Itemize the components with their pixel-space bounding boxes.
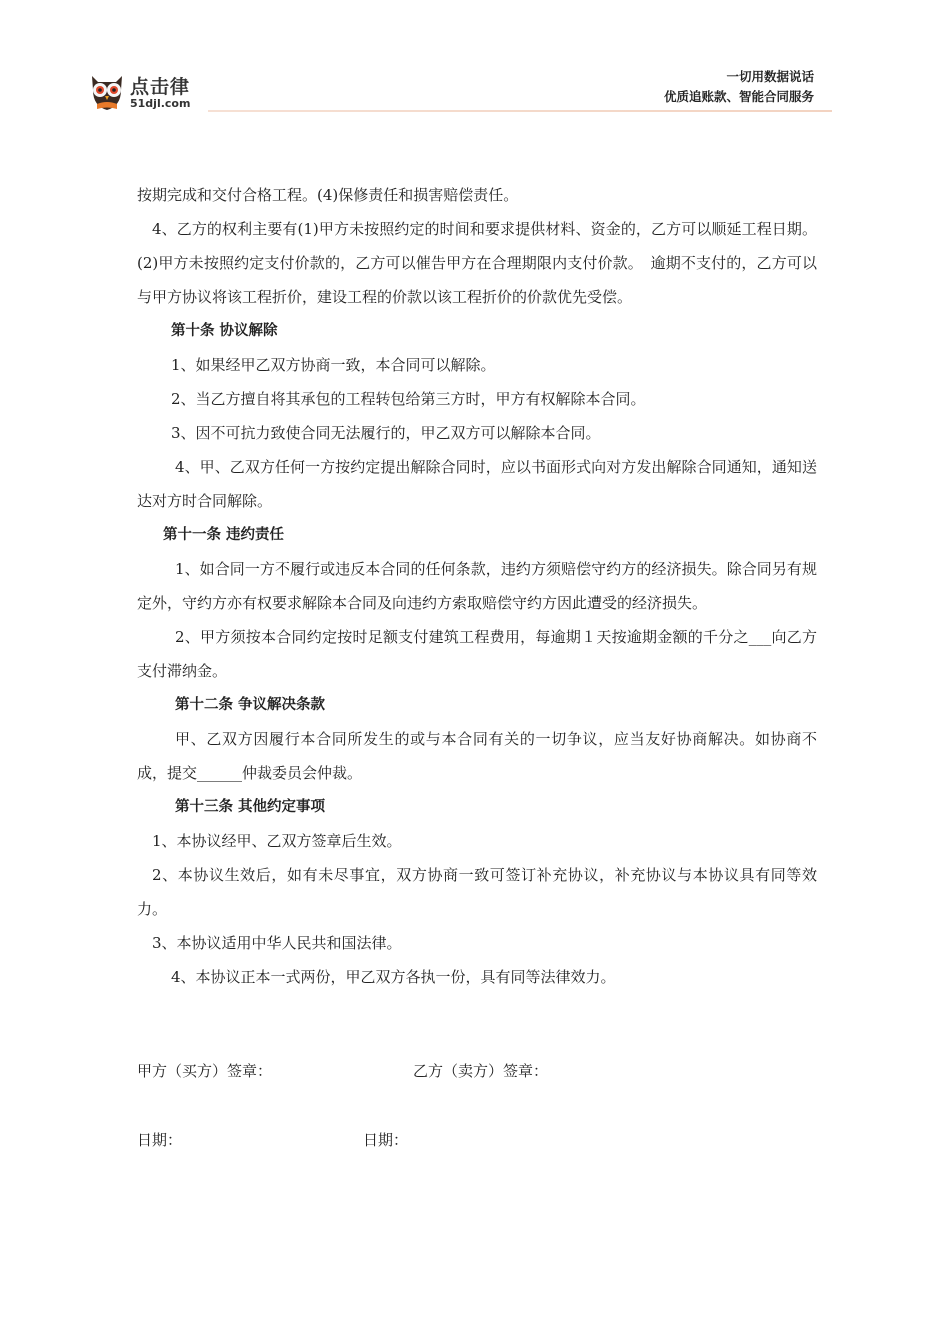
document-body	[137, 178, 817, 994]
clause: 3、因不可抗力致使合同无法履行的，甲乙双方可以解除本合同。	[171, 424, 601, 442]
signature-party-a: 甲方（买方）签章：	[137, 1062, 273, 1080]
logo-text: 点击律	[130, 76, 191, 98]
clause: 2、甲方须按本合同约定按时足额支付建筑工程费用，每逾期１天按逾期金额的千分之___向乙方支付滞纳金。	[137, 628, 817, 680]
brand-logo[interactable]	[88, 70, 208, 114]
date-party-b: 日期：	[363, 1131, 409, 1149]
header-tagline	[664, 67, 814, 107]
section-heading-13: 第十三条 其他约定事项	[175, 799, 326, 815]
clause: 2、本协议生效后，如有未尽事宜，双方协商一致可签订补充协议，补充协议与本协议具有同等效力。	[137, 866, 817, 918]
header-divider	[208, 110, 832, 112]
clause: 3、本协议适用中华人民共和国法律。	[152, 934, 402, 952]
owl-icon	[88, 70, 126, 112]
logo-url: 51djl.com	[130, 97, 191, 110]
clause: 1、如果经甲乙双方协商一致，本合同可以解除。	[171, 356, 496, 374]
section-heading-10: 第十条 协议解除	[171, 323, 278, 339]
paragraph: 4、乙方的权利主要有(1)甲方未按照约定的时间和要求提供材料、资金的，乙方可以顺延工程日期。(2)甲方未按照约定支付价款的，乙方可以催告甲方在合理期限内支付价款。 逾期不支付的，乙方可以与甲方协议将该工程折价，建设工程的价款以该工程折价的价款优先受偿。	[137, 220, 817, 306]
tagline-line-2: 优质追账款、智能合同服务	[663, 89, 814, 104]
page-header	[0, 0, 950, 120]
date-party-a: 日期：	[137, 1131, 183, 1149]
clause: 1、如合同一方不履行或违反本合同的任何条款，违约方须赔偿守约方的经济损失。除合同另有规定外，守约方亦有权要求解除本合同及向违约方索取赔偿守约方因此遭受的经济损失。	[137, 560, 817, 612]
clause: 4、甲、乙双方任何一方按约定提出解除合同时，应以书面形式向对方发出解除合同通知，通知送达对方时合同解除。	[137, 458, 817, 510]
signature-party-b: 乙方（卖方）签章：	[413, 1062, 549, 1080]
section-heading-12: 第十二条 争议解决条款	[175, 697, 326, 713]
paragraph: 按期完成和交付合格工程。(4)保修责任和损害赔偿责任。	[137, 186, 519, 204]
section-heading-11: 第十一条 违约责任	[163, 527, 285, 543]
clause: 4、本协议正本一式两份，甲乙双方各执一份，具有同等法律效力。	[171, 968, 616, 986]
clause: 2、当乙方擅自将其承包的工程转包给第三方时，甲方有权解除本合同。	[171, 390, 646, 408]
clause: 甲、乙双方因履行本合同所发生的或与本合同有关的一切争议，应当友好协商解决。如协商不成，提交______仲裁委员会仲裁。	[137, 730, 817, 782]
tagline-line-1: 一切用数据说话	[726, 69, 814, 84]
clause: 1、本协议经甲、乙双方签章后生效。	[152, 832, 402, 850]
